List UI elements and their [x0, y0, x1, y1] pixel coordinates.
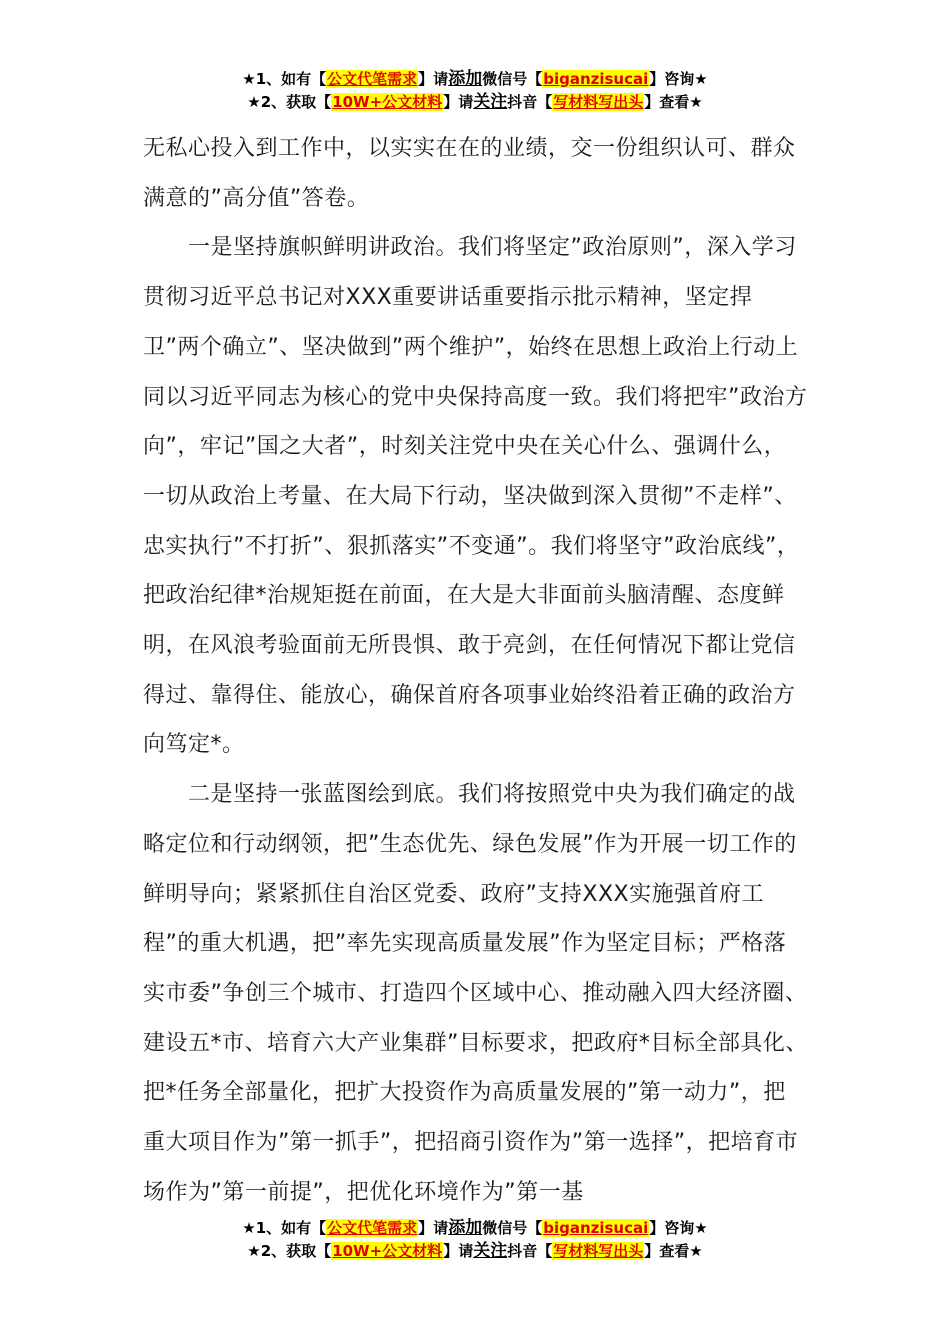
- footer-line1-prefix: ★1、如有【: [242, 1219, 327, 1237]
- header-line1-prefix: ★1、如有【: [242, 70, 327, 88]
- footer-line1-suffix: 】咨询★: [649, 1219, 708, 1237]
- footer-line1-text-2: 微信号【: [482, 1219, 543, 1237]
- paragraph-blueprint: 二是坚持一张蓝图绘到底。我们将按照党中央为我们确定的战略定位和行动纲领，把”生态优先、绿色发展”作为开展一切工作的鲜明导向；紧紧抓住自治区党委、政府”支持XXX实施强首府工程”的重大机遇，把”率先实现高质量发展”作为坚定目标；严格落实市委”争创三个城市、打造四个区域中心、推动融入四大经济圈、建设五*市、培育六大产业集群”目标要求，把政府*目标全部具化、把*任务全部量化，把扩大投资作为高质量发展的”第一动力”，把重大项目作为”第一抓手”，把招商引资作为”第一选择”，把培育市场作为”第一前提”，把优化环境作为”第一基: [143, 782, 808, 1205]
- header-line1-emphasis: 添加: [448, 69, 483, 89]
- footer-line2-suffix: 】查看★: [644, 1242, 703, 1260]
- header-line1-suffix: 】咨询★: [649, 70, 708, 88]
- header-line1-highlight-service: 公文代笔需求: [327, 70, 418, 88]
- header-line1-text: 】请: [418, 70, 449, 88]
- footer-line1-highlight-service: 公文代笔需求: [327, 1219, 418, 1237]
- header-line2-text: 】请: [443, 93, 474, 111]
- header-line2-highlight-materials: 10W+公文材料: [332, 93, 443, 111]
- header-banner: [0, 68, 950, 114]
- footer-line2-prefix: ★2、获取【: [247, 1242, 332, 1260]
- footer-line1-text: 】请: [418, 1219, 449, 1237]
- header-line1-text-2: 微信号【: [482, 70, 543, 88]
- footer-line-1: [0, 1217, 950, 1240]
- header-line2-text-2: 抖音【: [507, 93, 553, 111]
- document-body: [143, 124, 808, 1217]
- header-line1-highlight-wechat: biganzisucai: [543, 70, 649, 88]
- paragraph-continuation: 无私心投入到工作中，以实实在在的业绩，交一份组织认可、群众满意的”高分值”答卷。: [143, 136, 796, 211]
- footer-line-2: [0, 1240, 950, 1263]
- footer-line2-highlight-materials: 10W+公文材料: [332, 1242, 443, 1260]
- header-line2-suffix: 】查看★: [644, 93, 703, 111]
- footer-line1-emphasis: 添加: [448, 1218, 483, 1238]
- footer-line2-highlight-douyin: 写材料写出头: [553, 1242, 644, 1260]
- footer-line2-emphasis: 关注: [473, 1241, 508, 1261]
- footer-line2-text: 】请: [443, 1242, 474, 1260]
- paragraph-politics: 一是坚持旗帜鲜明讲政治。我们将坚定”政治原则”，深入学习贯彻习近平总书记对XXX重要讲话重要指示批示精神，坚定捍卫”两个确立”、坚决做到”两个维护”，始终在思想上政治上行动上同以习近平同志为核心的党中央保持高度一致。我们将把牢”政治方向”，牢记”国之大者”，时刻关注党中央在关心什么、强调什么，一切从政治上考量、在大局下行动，坚决做到深入贯彻”不走样”、忠实执行”不打折”、狠抓落实”不变通”。我们将坚守”政治底线”，把政治纪律*治规矩挺在前面，在大是大非面前头脑清醒、态度鲜明，在风浪考验面前无所畏惧、敢于亮剑，在任何情况下都让党信得过、靠得住、能放心，确保首府各项事业始终沿着正确的政治方向笃定*。: [143, 235, 808, 758]
- header-line2-emphasis: 关注: [473, 92, 508, 112]
- footer-line2-text-2: 抖音【: [507, 1242, 553, 1260]
- header-line2-prefix: ★2、获取【: [247, 93, 332, 111]
- header-line-1: [0, 68, 950, 91]
- footer-banner: [0, 1217, 950, 1263]
- header-line2-highlight-douyin: 写材料写出头: [553, 93, 644, 111]
- footer-line1-highlight-wechat: biganzisucai: [543, 1219, 649, 1237]
- header-line-2: [0, 91, 950, 114]
